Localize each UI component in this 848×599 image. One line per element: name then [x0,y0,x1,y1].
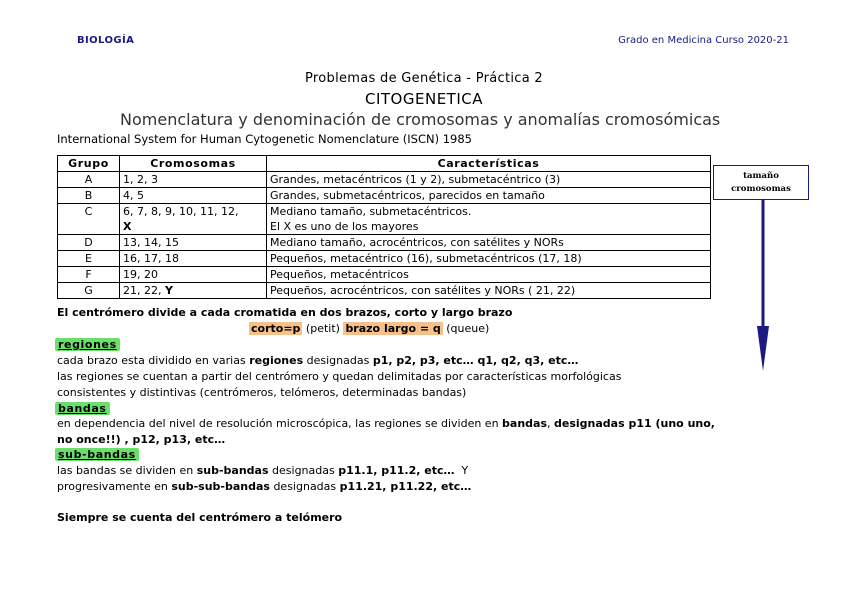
table-row [58,267,711,283]
table-row [58,172,711,188]
arm-nomenclature [249,321,489,337]
cell-caracteristicas: Mediano tamaño, acrocéntricos, con satélites y NORs [267,235,711,251]
cell-caracteristicas: Pequeños, metacéntricos [267,267,711,283]
cell-cromosomas: 19, 20 [120,267,267,283]
table-row [58,188,711,204]
cell-cromosomas: 13, 14, 15 [120,235,267,251]
regiones-heading-wrap [55,337,120,353]
text: , [547,417,555,430]
cromosoma-x: X [123,220,132,233]
table-row [58,204,711,235]
down-arrow-icon [755,200,771,372]
cell-cromosomas: 16, 17, 18 [120,251,267,267]
column-header-cromosomas: Cromosomas [120,156,267,172]
subbandas-heading: sub-bandas [55,448,139,461]
cromosomas-list: 21, 22, [123,284,165,297]
cell-cromosomas [120,283,267,299]
bandas-heading-wrap [55,401,110,417]
caracteristicas-line2: El X es uno de los mayores [270,220,419,233]
cell-caracteristicas: Pequeños, acrocéntricos, con satélites y NORs ( 21, 22) [267,283,711,299]
text-bold: sub-sub-bandas [171,480,270,493]
cell-caracteristicas: Pequeños, metacéntrico (16), submetacéntricos (17, 18) [267,251,711,267]
cell-grupo: F [58,267,120,283]
regiones-line1 [57,353,578,369]
cell-cromosomas: 1, 2, 3 [120,172,267,188]
short-arm-label: corto=p [251,322,301,335]
centromere-text: El centrómero divide a cada cromatida en dos brazos, corto y largo brazo [57,306,513,319]
cell-grupo: G [58,283,120,299]
table-row [58,251,711,267]
text: designadas [303,354,373,367]
subbandas-line1 [57,463,468,479]
table-header-row [58,156,711,172]
header-subject: BIOLOGÍA [77,35,135,46]
cell-grupo: A [58,172,120,188]
table-row [58,283,711,299]
bandas-heading: bandas [55,402,110,415]
size-label-line1: tamaño [743,171,779,181]
text-bold: p1, p2, p3, etc… q1, q2, q3, etc… [372,354,579,367]
regiones-line2: las regiones se cuentan a partir del centrómero y quedan delimitadas por características morfológicas [57,370,622,383]
header-course: Grado en Medicina Curso 2020-21 [618,35,789,46]
text: Y [454,464,469,477]
chromosome-groups-table [57,155,711,299]
petit-note: (petit) [302,322,344,335]
cell-cromosomas: 4, 5 [120,188,267,204]
cromosomas-list: 6, 7, 8, 9, 10, 11, 12, [123,205,239,218]
text-bold: p11.1, p11.2, etc… [338,464,455,477]
cell-caracteristicas: Grandes, metacéntricos (1 y 2), submetacéntrico (3) [267,172,711,188]
text-bold: regiones [249,354,304,367]
caracteristicas-line1: Mediano tamaño, submetacéntricos. [270,205,472,218]
queue-note: (queue) [442,322,490,335]
cromosoma-y: Y [164,284,173,297]
cell-grupo: D [58,235,120,251]
text-bold: bandas [502,417,548,430]
bandas-line2: no once!!) , p12, p13, etc… [57,433,226,446]
table-row [58,235,711,251]
page-heading: Nomenclatura y denominación de cromosomas y anomalías cromosómicas [120,110,721,129]
size-label-box [713,165,809,200]
cell-caracteristicas: Grandes, submetacéntricos, parecidos en tamaño [267,188,711,204]
text: progresivamente en [57,480,172,493]
text-bold: designadas p11 (uno uno, [554,417,715,430]
cell-caracteristicas [267,204,711,235]
long-arm-label: brazo largo = q [345,322,441,335]
cell-grupo: C [58,204,120,235]
cell-grupo: E [58,251,120,267]
column-header-grupo: Grupo [58,156,120,172]
final-rule: Siempre se cuenta del centrómero a telómero [57,511,343,524]
cell-grupo: B [58,188,120,204]
subbandas-line2 [57,479,471,495]
cell-cromosomas [120,204,267,235]
size-label-line2: cromosomas [731,184,791,194]
regiones-heading: regiones [55,338,120,351]
text: en dependencia del nivel de resolución microscópica, las regiones se dividen en [57,417,503,430]
text: designadas [269,480,340,493]
text: las bandas se dividen en [57,464,197,477]
text: designadas [268,464,339,477]
page-topic: CITOGENETICA [365,90,483,108]
text: cada brazo esta dividido en varias [57,354,250,367]
text-bold: p11.21, p11.22, etc… [339,480,472,493]
regiones-line3: consistentes y distintivas (centrómeros, telómeros, determinadas bandas) [57,386,467,399]
bandas-line1 [57,416,715,432]
column-header-caracteristicas: Características [267,156,711,172]
page-subtitle: International System for Human Cytogenetic Nomenclature (ISCN) 1985 [57,132,472,146]
subbandas-heading-wrap [55,447,139,463]
text-bold: sub-bandas [196,464,269,477]
page-title: Problemas de Genética - Práctica 2 [305,71,543,86]
